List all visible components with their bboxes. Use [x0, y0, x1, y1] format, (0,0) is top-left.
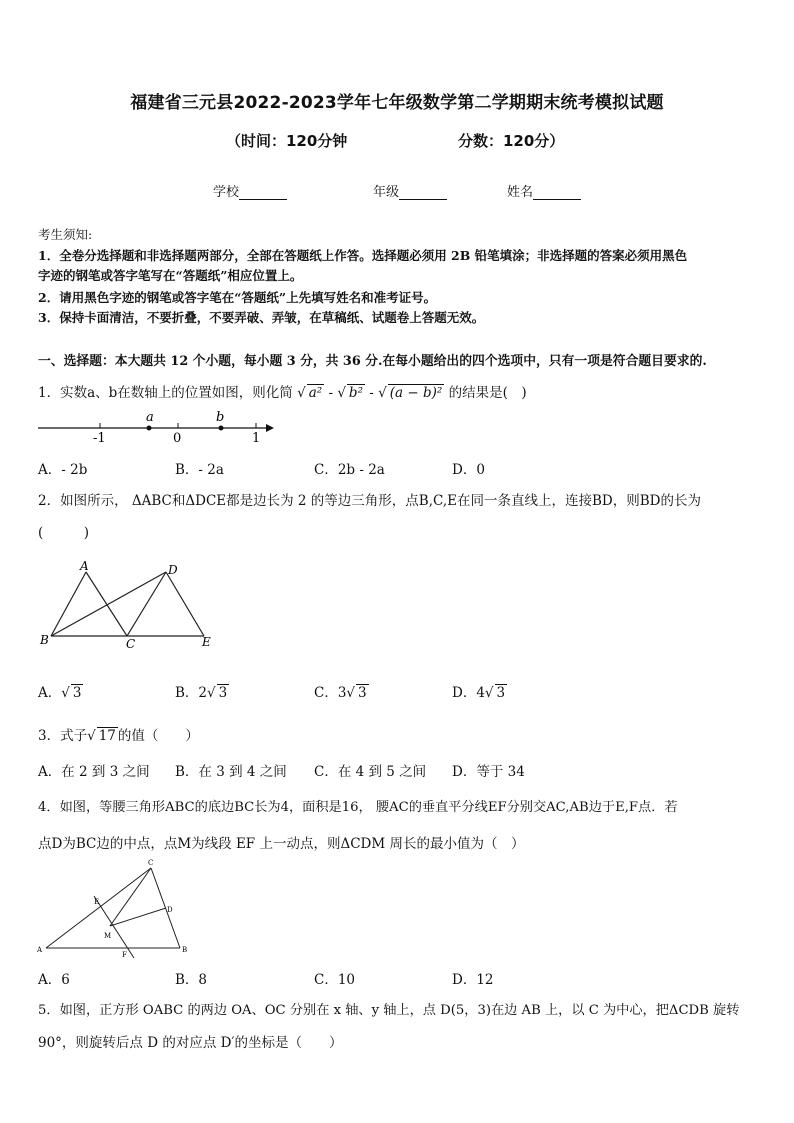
sqrt-icon: √ — [484, 685, 494, 701]
q1-radicand-2: b² — [348, 385, 363, 401]
label-b: b — [216, 410, 225, 425]
segment-md — [110, 908, 166, 926]
isosceles-figure — [34, 856, 199, 960]
q3-text: 3．式子 — [38, 728, 88, 744]
q2-option-c-radicand: 3 — [358, 685, 367, 701]
label-E: E — [202, 635, 211, 649]
side-de — [166, 572, 204, 636]
score-info: 分数：120分） — [458, 132, 565, 150]
label-B: B — [40, 633, 49, 647]
school-blank — [239, 186, 287, 200]
sqrt-icon: √ — [61, 685, 70, 701]
page-title: 福建省三元县2022-2023学年七年级数学第二学期期末统考模拟试题 — [130, 93, 664, 113]
grade-label: 年级 — [373, 185, 400, 200]
label-B: B — [182, 946, 188, 954]
q2-option-b[interactable] — [175, 681, 229, 701]
label-A: A — [37, 946, 43, 954]
q3-option-d[interactable]: D．等于 34 — [452, 764, 525, 780]
sqrt-icon: √ — [346, 685, 356, 701]
q1-minus-1: - — [324, 385, 338, 401]
school-field — [213, 181, 287, 200]
point-a — [147, 426, 152, 431]
q1-text-end: 的结果是( ) — [448, 385, 527, 401]
grade-field — [373, 181, 447, 200]
question-5: 5．如图，正方形 OABC 的两边 OA、OC 分别在 x 轴、y 轴上，点 D(5，3)在边 AB 上，以 C 为中心，把ΔCDB 旋转 — [38, 1003, 740, 1018]
question-2: 2．如图所示， ΔABC和ΔDCE都是边长为 2 的等边三角形，点B,C,E在同一条直线上，连接BD，则BD的长为 — [38, 493, 702, 509]
label-M: M — [104, 932, 112, 940]
q3-text-end: 的值（ ） — [117, 728, 199, 744]
q3-option-c[interactable]: C．在 4 到 5 之间 — [314, 764, 427, 780]
school-label: 学校 — [213, 185, 240, 200]
q4-option-b[interactable]: B．8 — [175, 972, 208, 988]
label-C: C — [148, 859, 154, 867]
section-heading: 一、选择题：本大题共 12 个小题，每小题 3 分，共 36 分.在每小题给出的四个选项中，只有一项是符合题目要求的. — [38, 354, 707, 369]
q1-minus-2: - — [364, 385, 379, 401]
q2-option-b-radicand: 3 — [218, 685, 228, 701]
q2-option-d[interactable] — [452, 681, 507, 701]
question-4: 4．如图，等腰三角形ABC的底边BC长为4，面积是16， 腰AC的垂直平分线EF分别交AC,AB边于E,F点．若 — [38, 800, 678, 815]
notice-item-1-cont: 字迹的钢笔或答字笔写在“答题纸”相应位置上。 — [38, 268, 303, 283]
q1-option-b[interactable]: B．- 2a — [175, 462, 224, 478]
grade-blank — [399, 186, 447, 200]
q3-radicand: 17 — [98, 728, 116, 744]
segment-cm — [110, 868, 151, 926]
sqrt-icon: √ — [297, 385, 306, 401]
arrow-icon — [266, 424, 274, 432]
question-4-cont: 点D为BC边的中点，点M为线段 EF 上一动点，则ΔCDM 周长的最小值为（ ） — [38, 836, 525, 852]
side-ac — [46, 868, 151, 948]
number-line-figure — [36, 408, 281, 444]
q4-option-a[interactable]: A．6 — [38, 972, 70, 988]
q4-option-c[interactable]: C．10 — [314, 972, 356, 988]
notice-item-1: 1．全卷分选择题和非选择题两部分，全部在答题纸上作答。选择题必须用 2B 铅笔填涂；非选择题的答案必须用黑色 — [38, 248, 688, 263]
sqrt-icon: √ — [337, 385, 346, 401]
label-E: E — [94, 898, 100, 906]
q2-option-c[interactable] — [314, 681, 369, 701]
sqrt-icon: √ — [87, 728, 96, 744]
q1-option-d[interactable]: D．0 — [452, 462, 485, 478]
label-a: a — [146, 410, 154, 425]
question-3 — [38, 724, 199, 744]
question-1 — [38, 381, 527, 401]
side-ac — [86, 572, 127, 636]
notice-heading: 考生须知: — [38, 227, 93, 242]
label-one: 1 — [252, 431, 261, 444]
time-info: （时间：120分钟 — [226, 132, 348, 150]
q4-option-d[interactable]: D．12 — [452, 972, 494, 988]
q2-option-c-label: C．3 — [314, 685, 347, 701]
q1-radicand-3: (a − b)² — [389, 385, 443, 401]
point-b — [219, 426, 224, 431]
label-C: C — [126, 637, 136, 650]
q3-option-a[interactable]: A．在 2 到 3 之间 — [38, 764, 150, 780]
q2-option-a-radicand: 3 — [72, 685, 82, 701]
label-zero: 0 — [173, 431, 182, 444]
question-5-cont: 90°，则旋转后点 D 的对应点 D′的坐标是（ ） — [38, 1035, 343, 1051]
q2-option-a-label: A． — [38, 685, 62, 701]
sqrt-icon: √ — [207, 685, 216, 701]
label-D: D — [167, 906, 173, 914]
q1-option-c[interactable]: C．2b - 2a — [314, 462, 385, 478]
q2-option-d-radicand: 3 — [496, 685, 506, 701]
notice-item-2: 2．请用黑色字迹的钢笔或答字笔在“答题纸”上先填写姓名和准考证号。 — [38, 290, 437, 305]
name-label: 姓名 — [507, 185, 534, 200]
q1-radicand-1: a² — [308, 385, 323, 401]
label-F: F — [122, 951, 127, 959]
q2-option-d-label: D．4 — [452, 685, 485, 701]
triangles-figure — [36, 560, 226, 650]
sqrt-icon: √ — [378, 385, 387, 401]
label-A: A — [80, 560, 89, 573]
notice-item-3: 3．保持卡面清洁，不要折叠，不要弄破、弄皱，在草稿纸、试题卷上答题无效。 — [38, 310, 485, 325]
name-field — [507, 181, 581, 200]
q2-option-a[interactable] — [38, 681, 83, 701]
q2-option-b-label: B．2 — [175, 685, 208, 701]
name-blank — [533, 186, 581, 200]
side-cd — [127, 572, 166, 636]
q1-text: 1．实数a、b在数轴上的位置如图，则化简 — [38, 385, 293, 401]
label-neg1: -1 — [93, 431, 106, 444]
label-D: D — [168, 563, 178, 577]
perp-bisector-ef — [94, 896, 134, 958]
q3-option-b[interactable]: B．在 3 到 4 之间 — [175, 764, 287, 780]
q1-option-a[interactable]: A．- 2b — [38, 462, 88, 478]
question-2-cont: ( ) — [38, 525, 90, 541]
